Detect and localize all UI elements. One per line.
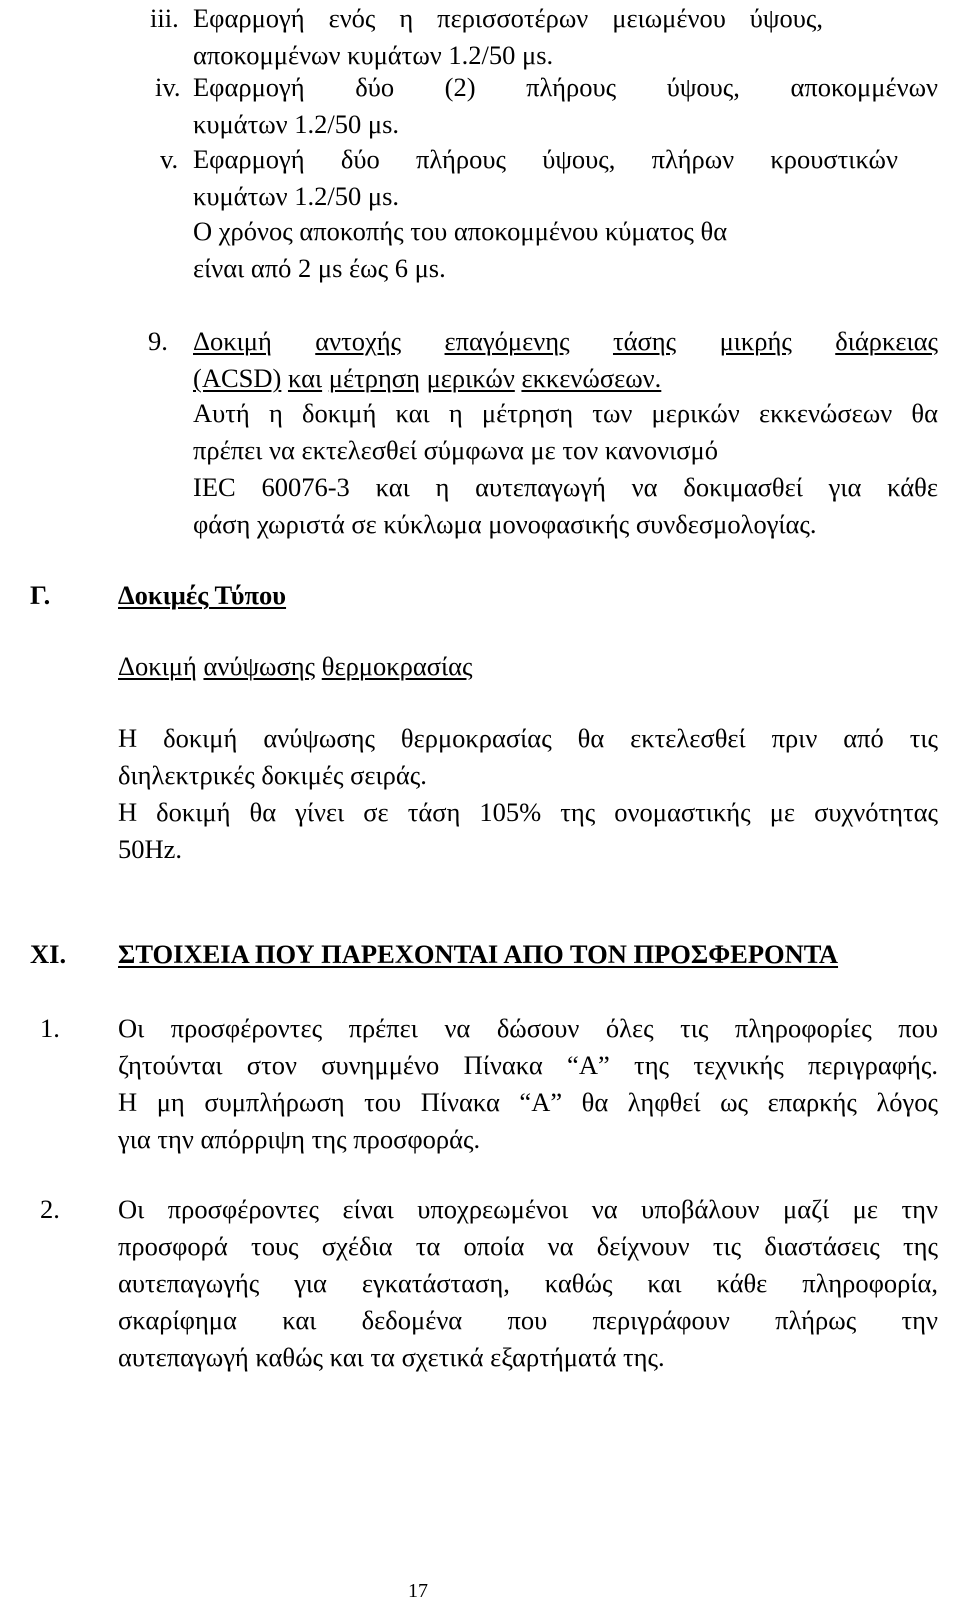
item-line: Οι προσφέροντες είναι υποχρεωμένοι να υποβάλουν μαζί με την xyxy=(118,1194,938,1224)
list-item-v xyxy=(193,141,898,215)
temperature-rise-subheading xyxy=(118,648,473,685)
subheading-word: Δοκιμή xyxy=(118,651,197,681)
xi-item-1-number: 1. xyxy=(40,1013,60,1043)
item-line: Οι προσφέροντες πρέπει να δώσουν όλες τις πληροφορίες που xyxy=(118,1013,938,1043)
note-line: είναι από 2 μs έως 6 μs. xyxy=(193,253,446,283)
subheading-word: θερμοκρασίας xyxy=(321,651,473,681)
section-xi-marker: XI. xyxy=(30,939,67,969)
gamma-paragraph-2 xyxy=(118,794,938,868)
list-marker-iv: iv. xyxy=(155,72,181,102)
section-xi-title: ΣΤΟΙΧΕΙΑ ΠΟΥ ΠΑΡΕΧΟΝΤΑΙ ΑΠΟ ΤΟΝ ΠΡΟΣΦΕΡΟΝΤΑ xyxy=(118,939,839,969)
heading-word: εκκενώσεων. xyxy=(521,363,662,393)
item-9-body xyxy=(193,395,938,543)
list-item-line: αποκομμένων κυμάτων 1.2/50 μs. xyxy=(193,40,554,70)
paragraph-line: διηλεκτρικές δοκιμές σειράς. xyxy=(118,760,427,790)
heading-word: επαγόμενης xyxy=(444,326,570,356)
list-item-iv xyxy=(193,69,938,143)
heading-word: μικρής xyxy=(719,326,792,356)
list-item-line: Εφαρμογή ενός η περισσοτέρων μειωμένου ύψους, xyxy=(193,3,823,33)
paragraph-line: Η δοκιμή θα γίνει σε τάση 105% της ονομαστικής με συχνότητας xyxy=(118,797,938,827)
item-line: ζητούνται στον συνημμένο Πίνακα “Α” της τεχνικής περιγραφής. xyxy=(118,1050,938,1080)
body-line: πρέπει να εκτελεσθεί σύμφωνα με τον κανονισμό xyxy=(193,435,718,465)
item-line: Η μη συμπλήρωση του Πίνακα “Α” θα ληφθεί ως επαρκής λόγος xyxy=(118,1087,938,1117)
section-gamma-marker: Γ. xyxy=(30,580,51,610)
section-gamma-title: Δοκιμές Τύπου xyxy=(118,580,287,610)
xi-item-2 xyxy=(118,1191,938,1376)
body-line: φάση χωριστά σε κύκλωμα μονοφασικής συνδεσμολογίας. xyxy=(193,509,817,539)
list-item-line: Εφαρμογή δύο (2) πλήρους ύψους, αποκομμένων xyxy=(193,72,938,102)
cut-time-note xyxy=(193,213,727,287)
list-marker-iii: iii. xyxy=(150,3,179,33)
paragraph-line: 50Hz. xyxy=(118,834,183,864)
item-line: σκαρίφημα και δεδομένα που περιγράφουν πλήρως την xyxy=(118,1305,938,1335)
heading-word: τάσης xyxy=(612,326,677,356)
list-item-line: κυμάτων 1.2/50 μs. xyxy=(193,181,400,211)
item-9-heading-line-2 xyxy=(193,360,938,397)
heading-word: αντοχής xyxy=(315,326,402,356)
heading-word: μερικών xyxy=(426,363,515,393)
item-9-heading-line-1 xyxy=(193,323,938,360)
list-item-line: Εφαρμογή δύο πλήρους ύψους, πλήρων κρουστικών xyxy=(193,144,898,174)
item-line: αυτεπαγωγής για εγκατάσταση, καθώς και κάθε πληροφορία, xyxy=(118,1268,938,1298)
item-line: αυτεπαγωγή καθώς και τα σχετικά εξαρτήματά της. xyxy=(118,1342,665,1372)
subheading-word: ανύψωσης xyxy=(203,651,316,681)
item-9-heading xyxy=(193,323,938,397)
body-line: Αυτή η δοκιμή και η μέτρηση των μερικών εκκενώσεων θα xyxy=(193,398,938,428)
body-line: IEC 60076-3 και η αυτεπαγωγή να δοκιμασθεί για κάθε xyxy=(193,472,938,502)
note-line: Ο χρόνος αποκοπής του αποκομμένου κύματος θα xyxy=(193,216,728,246)
heading-word: (ACSD) xyxy=(193,363,282,393)
heading-word: και xyxy=(287,363,323,393)
list-marker-v: v. xyxy=(160,144,179,174)
heading-word: διάρκειας xyxy=(835,326,938,356)
paragraph-line: Η δοκιμή ανύψωσης θερμοκρασίας θα εκτελεσθεί πριν από τις xyxy=(118,723,938,753)
list-item-line: κυμάτων 1.2/50 μs. xyxy=(193,109,400,139)
xi-item-1 xyxy=(118,1010,938,1158)
item-line: για την απόρριψη της προσφοράς. xyxy=(118,1124,481,1154)
page-number: 17 xyxy=(408,1580,428,1602)
xi-item-2-number: 2. xyxy=(40,1194,60,1224)
item-line: προσφορά τους σχέδια τα οποία να δείχνουν τις διαστάσεις της xyxy=(118,1231,938,1261)
list-item-iii xyxy=(193,0,823,74)
heading-word: μέτρηση xyxy=(328,363,420,393)
heading-word: Δοκιμή xyxy=(193,326,272,356)
item-9-number: 9. xyxy=(148,326,168,356)
gamma-paragraph-1 xyxy=(118,720,938,794)
